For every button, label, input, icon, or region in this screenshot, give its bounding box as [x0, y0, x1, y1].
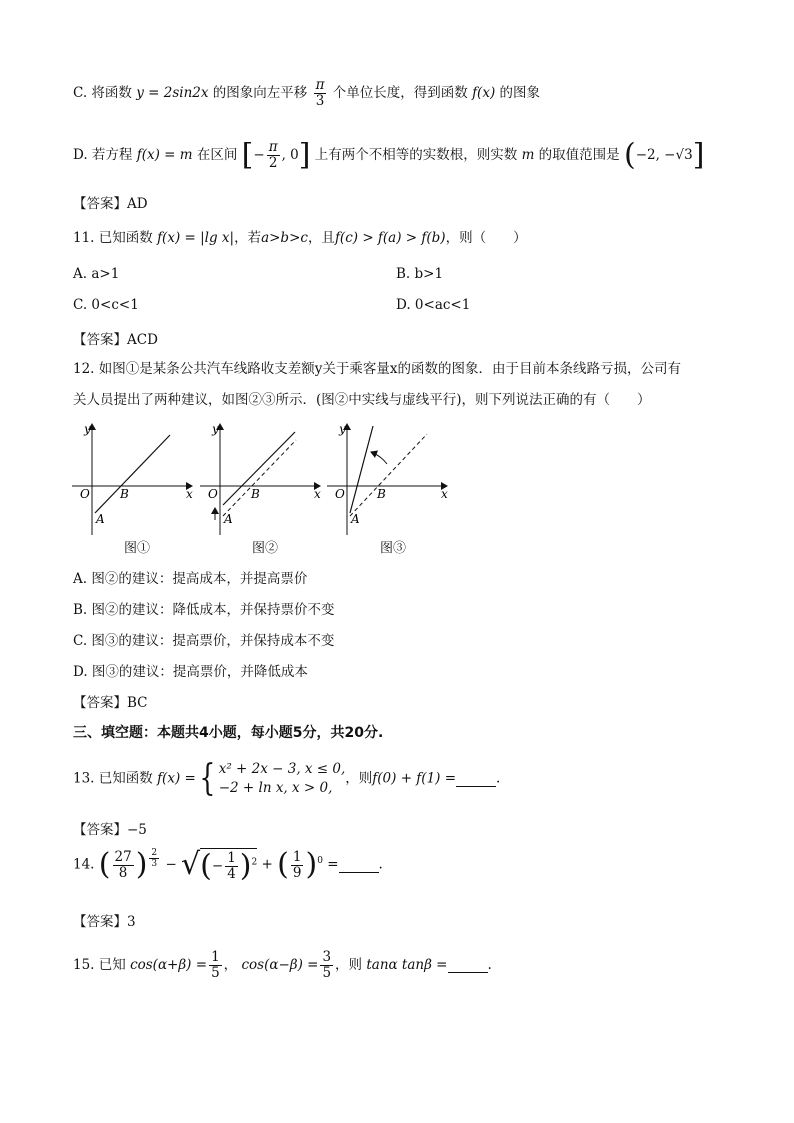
q11-option-c: C. 0<c<1 [73, 297, 139, 313]
q10-option-d: D. 若方程 f(x) = m 在区间 [− $\frac{\pi}{2}$ , 0] 上有两个不相等的实数根，则实数 m 的取值范围是 (−2, −√3] [73, 137, 705, 173]
answer-12: 【答案】BC [73, 695, 148, 711]
q14-exponent: $\frac{2}{3}$ [151, 848, 158, 869]
q12-figure-2 [198, 420, 328, 540]
q12-option-d: D. 图③的建议：提高票价，并降低成本 [73, 664, 308, 680]
q14-base: $\frac{27}{8}$ [114, 848, 132, 881]
q12-caption-1: 图① [124, 541, 151, 556]
q10-option-c [73, 78, 540, 109]
fig2-x-label: x [314, 487, 321, 501]
q14-radical: (− $\frac{1}{4}$ )$^2$ [200, 848, 258, 884]
fig3-point-a: A [351, 512, 360, 526]
q12-stem-line1: 12. 如图①是某条公共汽车线路收支差额y关于乘客量x的函数的图象．由于目前本条线路亏损，公司有 [73, 361, 681, 377]
fig1-point-a: A [96, 512, 105, 526]
q10-d-prefix: D. 若方程 [73, 147, 133, 163]
q15-frac-2: $\frac{3}{5}$ [322, 949, 332, 981]
q10-c-fraction: $\frac{\pi}{3}$ [315, 77, 325, 109]
q10-d-fraction: $\frac{\pi}{2}$ [268, 139, 278, 171]
q12-option-c: C. 图③的建议：提高票价，并保持成本不变 [73, 633, 335, 649]
q10-d-range: −2, −√3 [635, 147, 693, 163]
fig1-y-label: y [84, 422, 91, 436]
q10-d-m: m [521, 147, 535, 163]
fig2-point-a: A [224, 512, 233, 526]
q12-option-b: B. 图②的建议：降低成本，并保持票价不变 [73, 602, 335, 618]
q10-d-mid: 在区间 [196, 147, 238, 163]
q13-stem: 13. 已知函数 f(x) ={ x² + 2x − 3, x ≤ 0, −2 + ln x, x > 0, ，则f(0) + f(1) = . [73, 758, 501, 799]
q10-c-mid: 的图象向左平移 [212, 85, 308, 101]
q14-third: $\frac{1}{9}$ [292, 848, 302, 881]
q12-option-a: A. 图②的建议：提高成本，并提高票价 [73, 571, 308, 587]
fig2-point-b: B [251, 487, 260, 501]
q11-stem: 11. 已知函数 f(x) = |lg x|，若a>b>c，且f(c) > f(a) > f(b)，则（ ） [73, 230, 527, 246]
fig3-x-label: x [441, 487, 448, 501]
fig3-point-b: B [377, 487, 386, 501]
fig3-origin: O [335, 487, 345, 501]
q12-caption-3: 图③ [380, 541, 407, 556]
fig2-y-label: y [212, 422, 219, 436]
q13-blank[interactable] [456, 772, 496, 787]
q10-d-eq: f(x) = m [136, 147, 193, 163]
q10-d-range-text: 的取值范围是 [538, 147, 620, 163]
q10-c-suffix: 个单位长度，得到函数 [332, 85, 468, 101]
fig1-origin: O [80, 487, 90, 501]
q15-frac-1: $\frac{1}{5}$ [211, 949, 220, 981]
q11-option-b: B. b>1 [396, 266, 444, 282]
q10-c-fx: f(x) [472, 85, 496, 101]
q10-c-func: y = 2sin2x [136, 85, 209, 101]
fig1-x-label: x [186, 487, 193, 501]
q15-blank[interactable] [448, 958, 488, 973]
answer-13: 【答案】−5 [73, 822, 147, 838]
fig2-origin: O [208, 487, 218, 501]
q10-c-end: 的图象 [499, 85, 541, 101]
q14-stem: 14. ( $\frac{27}{8}$ ) $\frac{2}{3}$ − √(− $\frac{1}{4}$ )$^2$ + ( $\frac{1}{9}$ )$^0$ = . [73, 847, 383, 884]
section-3-heading: 三、填空题：本题共4小题，每小题5分，共20分. [73, 725, 384, 741]
answer-14: 【答案】3 [73, 914, 136, 930]
answer-10: 【答案】AD [73, 196, 148, 212]
q13-cases: x² + 2x − 3, x ≤ 0, −2 + ln x, x > 0, [218, 761, 346, 796]
q12-stem-line2: 关人员提出了两种建议，如图②③所示．(图②中实线与虚线平行)，则下列说法正确的有（ ） [73, 392, 651, 408]
q10-c-prefix: C. 将函数 [73, 85, 132, 101]
q12-caption-2: 图② [252, 541, 279, 556]
q13-brace: { [199, 758, 216, 799]
fig1-point-b: B [120, 487, 129, 501]
q15-stem: 15. 已知 cos(α+β) = $\frac{1}{5}$ ， cos(α−β) = $\frac{3}{5}$ ，则 tanα tanβ = . [73, 949, 492, 981]
q12-figure-1 [70, 420, 200, 540]
q11-option-d: D. 0<ac<1 [396, 297, 471, 313]
q11-option-a: A. a>1 [73, 266, 120, 282]
q10-d-suffix: 上有两个不相等的实数根，则实数 [314, 147, 518, 163]
fig3-y-label: y [339, 422, 346, 436]
answer-11: 【答案】ACD [73, 332, 158, 348]
q14-blank[interactable] [339, 858, 379, 873]
q12-figure-3 [325, 420, 455, 540]
